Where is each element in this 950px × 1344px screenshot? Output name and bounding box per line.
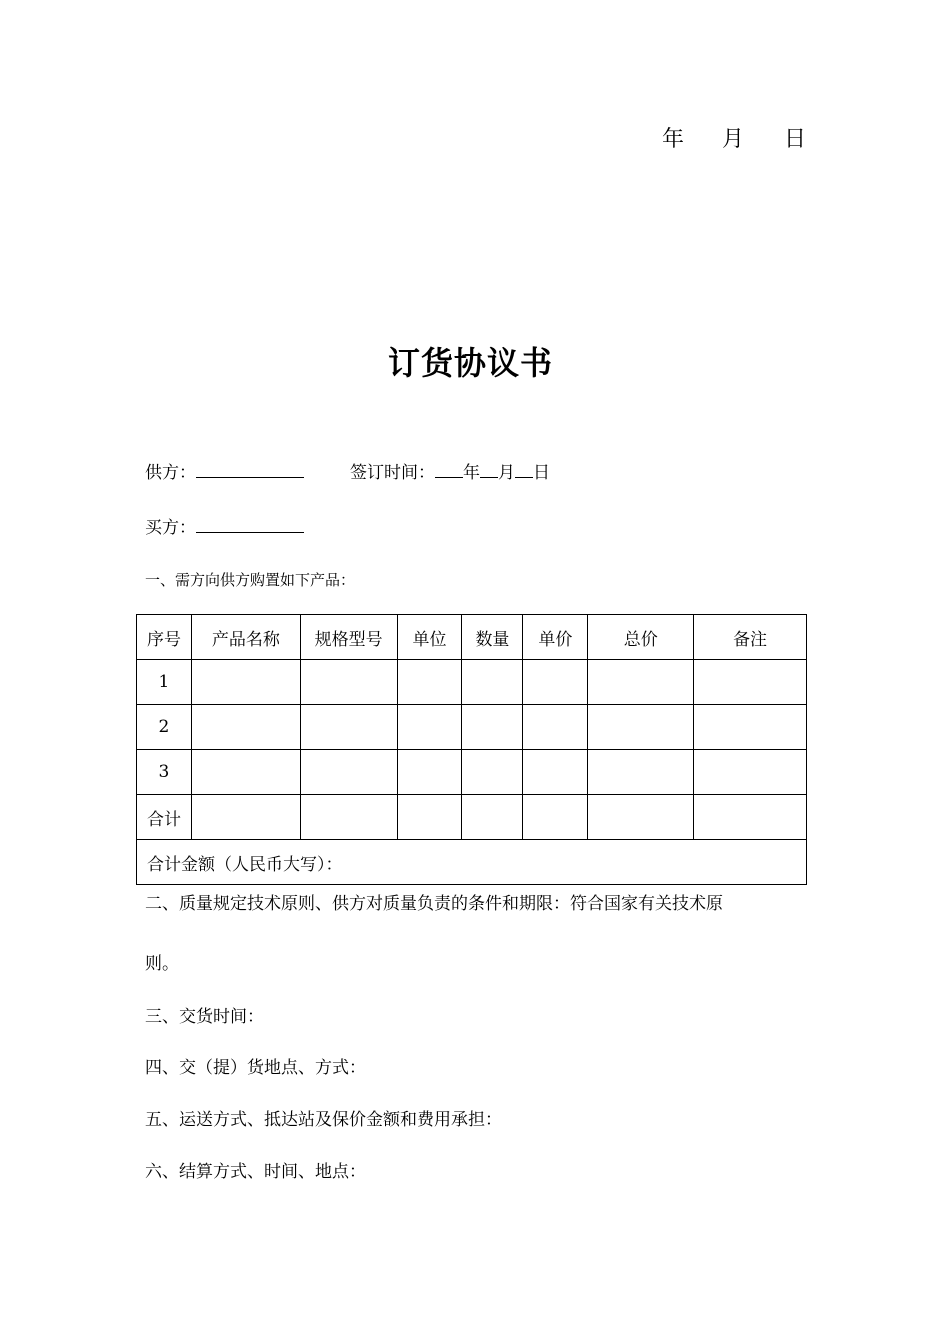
- top-date-day: 日: [784, 127, 807, 152]
- table-cell[interactable]: [588, 705, 694, 750]
- sign-month-blank[interactable]: [480, 461, 498, 478]
- table-cell[interactable]: [462, 705, 523, 750]
- section-2-line-2: 则。: [145, 954, 179, 974]
- supplier-blank[interactable]: [196, 461, 304, 478]
- table-cell[interactable]: [191, 705, 300, 750]
- header-cell: 单价: [523, 615, 588, 660]
- table-cell[interactable]: [191, 795, 300, 840]
- sign-time-label: 签订时间：: [350, 463, 435, 483]
- table-cell[interactable]: [300, 705, 397, 750]
- top-date: [662, 122, 806, 153]
- table-cell[interactable]: [300, 750, 397, 795]
- header-cell: 产品名称: [191, 615, 300, 660]
- table-total-row: [137, 795, 807, 840]
- section-1: 一、需方向供方购置如下产品：: [145, 571, 356, 589]
- sign-month-label: 月: [498, 463, 515, 483]
- section-4: 四、交（提）货地点、方式：: [145, 1058, 366, 1078]
- section-5: 五、运送方式、抵达站及保价金额和费用承担：: [145, 1110, 502, 1130]
- table-cell[interactable]: [397, 705, 462, 750]
- section-2-line-1: 二、质量规定技术原则、供方对质量负责的条件和期限：符合国家有关技术原: [145, 894, 723, 914]
- table-header-row: [137, 615, 807, 660]
- row-number: 3: [137, 750, 192, 795]
- table-cell[interactable]: [523, 705, 588, 750]
- table-cell[interactable]: [694, 750, 807, 795]
- section-3: 三、交货时间：: [145, 1007, 264, 1027]
- table-cell[interactable]: [523, 750, 588, 795]
- table-cell[interactable]: [523, 660, 588, 705]
- section-6: 六、结算方式、时间、地点：: [145, 1162, 366, 1182]
- sign-year-label: 年: [463, 463, 480, 483]
- order-table: [136, 614, 807, 885]
- table-cell[interactable]: [462, 660, 523, 705]
- supplier-line: [145, 458, 304, 483]
- table-amount-row: [137, 840, 807, 885]
- header-cell: 单位: [397, 615, 462, 660]
- total-label: 合计: [137, 795, 192, 840]
- table-cell[interactable]: [694, 705, 807, 750]
- table-cell[interactable]: [300, 795, 397, 840]
- table-cell[interactable]: [397, 750, 462, 795]
- row-number: 1: [137, 660, 192, 705]
- row-number: 2: [137, 705, 192, 750]
- table-row: [137, 705, 807, 750]
- buyer-label: 买方：: [145, 518, 196, 538]
- sign-day-blank[interactable]: [515, 461, 533, 478]
- table-cell[interactable]: [462, 750, 523, 795]
- top-date-month: 月: [722, 127, 745, 152]
- table-cell[interactable]: [397, 795, 462, 840]
- table-cell[interactable]: [588, 795, 694, 840]
- supplier-label: 供方：: [145, 463, 196, 483]
- table-cell[interactable]: [694, 660, 807, 705]
- buyer-line: [145, 513, 304, 538]
- header-cell: 规格型号: [300, 615, 397, 660]
- top-date-year: 年: [662, 127, 685, 152]
- sign-day-label: 日: [533, 463, 550, 483]
- table-row: [137, 660, 807, 705]
- table-cell[interactable]: [300, 660, 397, 705]
- table-cell[interactable]: [462, 795, 523, 840]
- header-cell: 数量: [462, 615, 523, 660]
- table-cell[interactable]: [191, 660, 300, 705]
- amount-in-words[interactable]: 合计金额（人民币大写）：: [137, 840, 807, 885]
- header-cell: 总价: [588, 615, 694, 660]
- table-cell[interactable]: [588, 660, 694, 705]
- sign-year-blank[interactable]: [435, 461, 463, 478]
- table-cell[interactable]: [397, 660, 462, 705]
- header-cell: 序号: [137, 615, 192, 660]
- document-title: 订货协议书: [388, 344, 554, 382]
- sign-time-line: [350, 458, 550, 483]
- header-cell: 备注: [694, 615, 807, 660]
- table-row: [137, 750, 807, 795]
- table-cell[interactable]: [191, 750, 300, 795]
- table-cell[interactable]: [523, 795, 588, 840]
- buyer-blank[interactable]: [196, 516, 304, 533]
- table-cell[interactable]: [588, 750, 694, 795]
- table-cell[interactable]: [694, 795, 807, 840]
